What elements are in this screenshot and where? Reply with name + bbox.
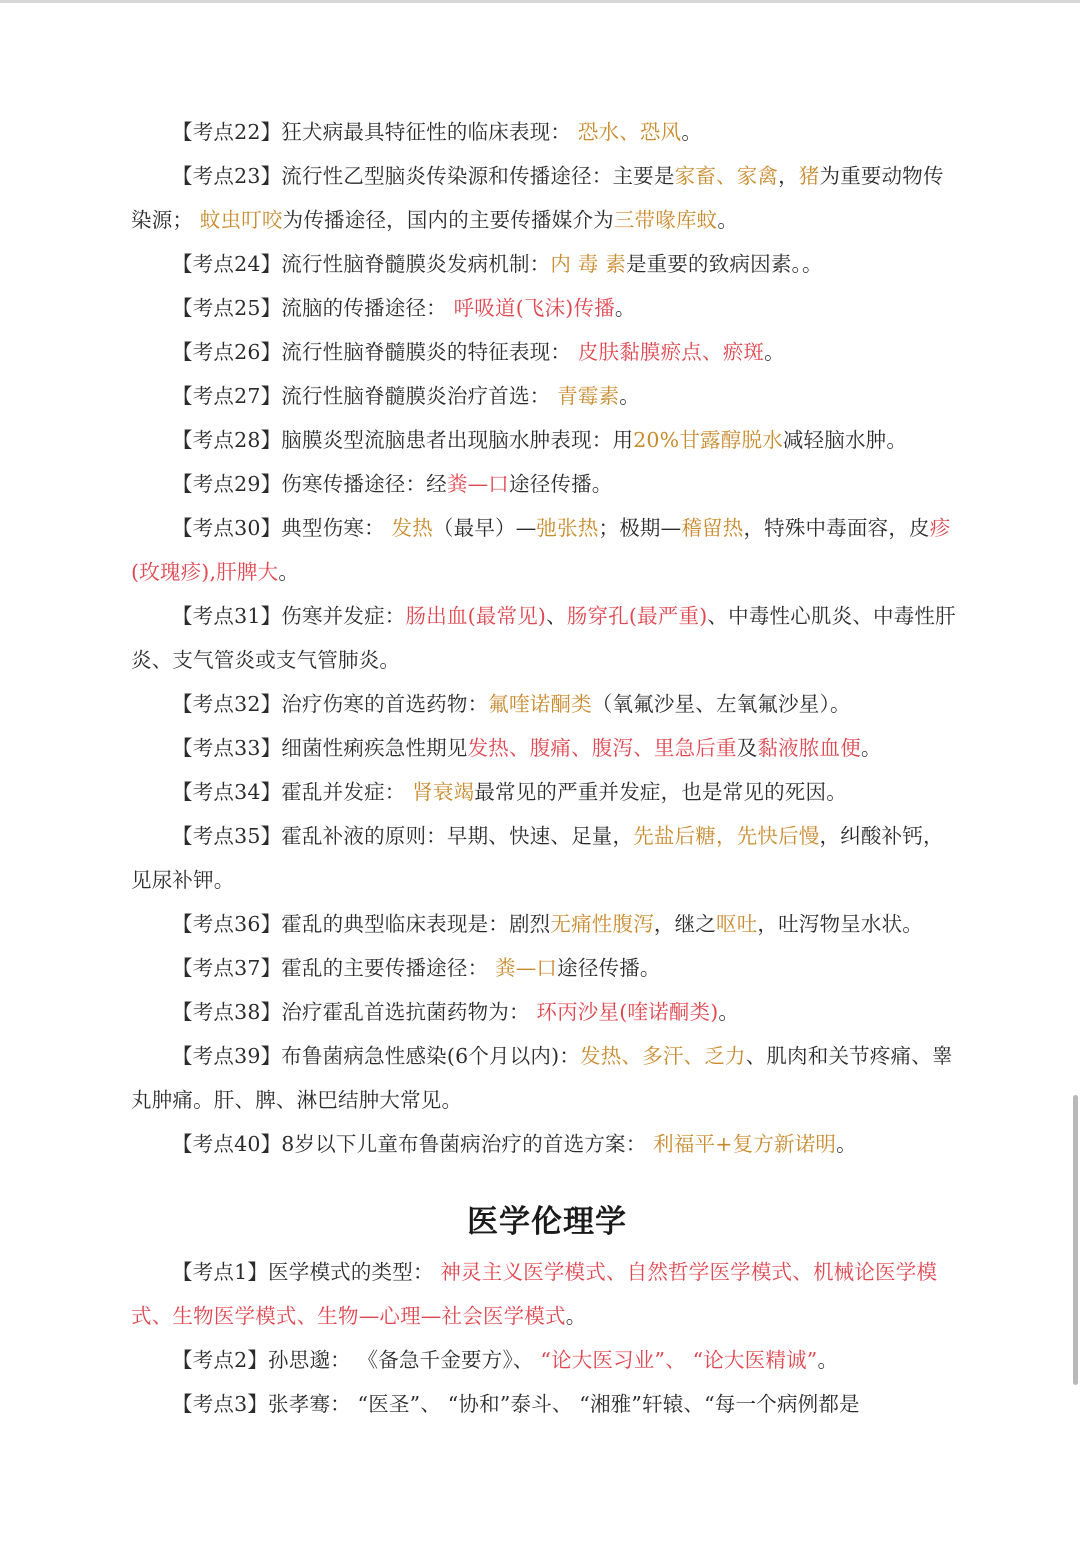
point-highlight: 20%甘露醇脱水: [633, 428, 783, 452]
point-text: 途径传播。: [509, 472, 613, 496]
point-text: 【考点1】医学模式的类型：: [172, 1260, 441, 1284]
top-border: [0, 0, 1080, 3]
point-text: 【考点28】脑膜炎型流脑患者出现脑水肿表现：用: [172, 428, 634, 452]
exam-point: [131, 462, 963, 506]
point-text: 【考点30】典型伤寒：: [172, 516, 392, 540]
point-text: （最早）—: [432, 516, 537, 540]
point-text: 【考点38】治疗霍乱首选抗菌药物为：: [172, 1000, 537, 1024]
point-text: 为传播途径，国内的主要传播媒介为: [282, 208, 614, 232]
point-highlight: 肠出血(最常见): [405, 604, 547, 628]
point-text: 、中毒性心肌炎、中毒性肝炎、支气管炎或支气管肺炎。: [131, 604, 956, 672]
exam-point: [131, 990, 963, 1034]
point-highlight: 发热、腹痛、腹泻、里急后重: [467, 736, 737, 760]
point-text: 【考点39】布鲁菌病急性感染(6个月以内)：: [172, 1044, 581, 1068]
point-highlight: 黏液脓血便: [757, 736, 861, 760]
point-text: 是重要的致病因素。。: [625, 252, 823, 276]
point-text: ，继之: [653, 912, 716, 936]
exam-point: [131, 902, 963, 946]
point-highlight: 氟喹诺酮类: [488, 692, 592, 716]
point-text: 途径传播。: [557, 956, 661, 980]
point-text: 【考点3】张孝骞： “医圣”、 “协和”泰斗、 “湘雅”轩辕、“每一个病例都是: [172, 1392, 860, 1416]
document-page: [131, 110, 963, 1426]
point-highlight: 稽留热: [681, 516, 744, 540]
point-highlight: 呼吸道(飞沫)传播: [453, 296, 615, 320]
exam-point: [131, 374, 963, 418]
point-text: ，特殊中毒面容，皮: [743, 516, 930, 540]
point-highlight: 青霉素: [557, 384, 620, 408]
point-text: 、: [546, 604, 567, 628]
point-highlight: 三带喙库蚊: [613, 208, 718, 232]
point-highlight: “论大医习业”、 “论大医精诚”: [540, 1348, 818, 1372]
point-text: 【考点25】流脑的传播途径：: [172, 296, 454, 320]
point-highlight: 肾衰竭: [412, 780, 475, 804]
point-text: 【考点34】霍乱并发症：: [172, 780, 413, 804]
point-text: 【考点22】狂犬病最具特征性的临床表现：: [172, 120, 578, 144]
section-title: 医学伦理学: [467, 1204, 627, 1240]
scrollbar[interactable]: [1073, 1095, 1078, 1385]
point-highlight: 疹 (玫瑰疹),肝脾大: [131, 516, 951, 584]
exam-point: [131, 726, 963, 770]
exam-point: [131, 154, 963, 242]
exam-point: [131, 242, 963, 286]
point-highlight: 恐水、恐风: [577, 120, 682, 144]
point-highlight: 蚊虫叮咬: [199, 208, 283, 232]
exam-point: [131, 1338, 963, 1382]
point-text: 。: [836, 1132, 857, 1156]
point-text: ；极期—: [598, 516, 682, 540]
point-text: 【考点35】霍乱补液的原则：早期、快速、足量，: [172, 824, 634, 848]
point-text: 。: [817, 1348, 839, 1372]
exam-point: [131, 814, 963, 902]
point-highlight: 弛张热: [536, 516, 599, 540]
point-highlight: 利福平+复方新诺明: [653, 1132, 837, 1156]
point-highlight: 粪—口: [495, 956, 558, 980]
point-highlight: 无痛性腹泻: [550, 912, 654, 936]
point-highlight: 神灵主义医学模式、自然哲学医学模式、机械论医学模式、生物医学模式、生物—心理—社会医学模式: [131, 1260, 938, 1328]
point-text: 【考点36】霍乱的典型临床表现是：剧烈: [172, 912, 551, 936]
point-text: 【考点27】流行性脑脊髓膜炎治疗首选：: [172, 384, 558, 408]
point-highlight: 发热: [391, 516, 433, 540]
point-highlight: 环丙沙星(喹诺酮类): [536, 1000, 719, 1024]
point-text: 。: [717, 208, 739, 232]
exam-point: [131, 770, 963, 814]
exam-point: [131, 594, 963, 682]
point-highlight: 粪—口: [446, 472, 509, 496]
point-text: ，纠酸补钙，见尿补钾。: [131, 824, 944, 892]
exam-point: [131, 682, 963, 726]
point-highlight: 家畜、家禽: [674, 164, 779, 188]
point-text: 【考点2】孙思邈： 《备急千金要方》、: [172, 1348, 541, 1372]
point-text: 。: [718, 1000, 740, 1024]
point-highlight: 先盐后糖，先快后慢: [633, 824, 820, 848]
point-text: ，: [778, 164, 799, 188]
point-text: ，吐泻物呈水状。: [757, 912, 924, 936]
point-text: 【考点29】伤寒传播途径：经: [172, 472, 447, 496]
point-text: 及: [736, 736, 758, 760]
point-text: 为重要动物传染源；: [131, 164, 944, 232]
point-text: 【考点31】伤寒并发症：: [172, 604, 406, 628]
point-text: 【考点26】流行性脑脊髓膜炎的特征表现：: [172, 340, 578, 364]
point-highlight: 皮肤黏膜瘀点、瘀斑: [577, 340, 765, 364]
point-text: 最常见的严重并发症，也是常见的死因。: [474, 780, 847, 804]
point-text: 【考点37】霍乱的主要传播途径：: [172, 956, 496, 980]
point-text: 。: [619, 384, 640, 408]
point-highlight: 内 毒 素: [550, 252, 626, 276]
exam-point: [131, 330, 963, 374]
point-text: 【考点33】细菌性痢疾急性期见: [172, 736, 468, 760]
point-text: 。: [565, 1304, 587, 1328]
exam-point: [131, 1122, 963, 1166]
point-text: 。: [614, 296, 636, 320]
point-text: 。: [278, 560, 300, 584]
point-text: 。: [681, 120, 703, 144]
exam-point: [131, 1034, 963, 1122]
exam-point: [131, 1250, 963, 1338]
point-text: 减轻脑水肿。: [782, 428, 908, 452]
point-text: 【考点24】流行性脑脊髓膜炎发病机制：: [172, 252, 551, 276]
point-text: 【考点32】治疗伤寒的首选药物：: [172, 692, 489, 716]
exam-point: [131, 418, 963, 462]
point-text: 。: [764, 340, 785, 364]
point-text: 。: [860, 736, 882, 760]
point-text: （氧氟沙星、左氧氟沙星）。: [591, 692, 851, 716]
point-highlight: 发热、多汗、乏力: [580, 1044, 746, 1068]
exam-point: [131, 110, 963, 154]
exam-point: [131, 1382, 963, 1426]
points-list-infectious: [131, 110, 963, 1166]
point-text: 【考点40】8岁以下儿童布鲁菌病治疗的首选方案：: [172, 1132, 654, 1156]
points-list-ethics: [131, 1250, 963, 1426]
point-text: 【考点23】流行性乙型脑炎传染源和传播途径：主要是: [172, 164, 675, 188]
point-highlight: 呕吐: [716, 912, 758, 936]
exam-point: [131, 506, 963, 594]
point-highlight: 猪: [798, 164, 820, 188]
point-text: 、肌肉和关节疼痛、睾丸肿痛。肝、脾、淋巴结肿大常见。: [131, 1044, 953, 1112]
exam-point: [131, 286, 963, 330]
point-highlight: 肠穿孔(最严重): [566, 604, 708, 628]
exam-point: [131, 946, 963, 990]
